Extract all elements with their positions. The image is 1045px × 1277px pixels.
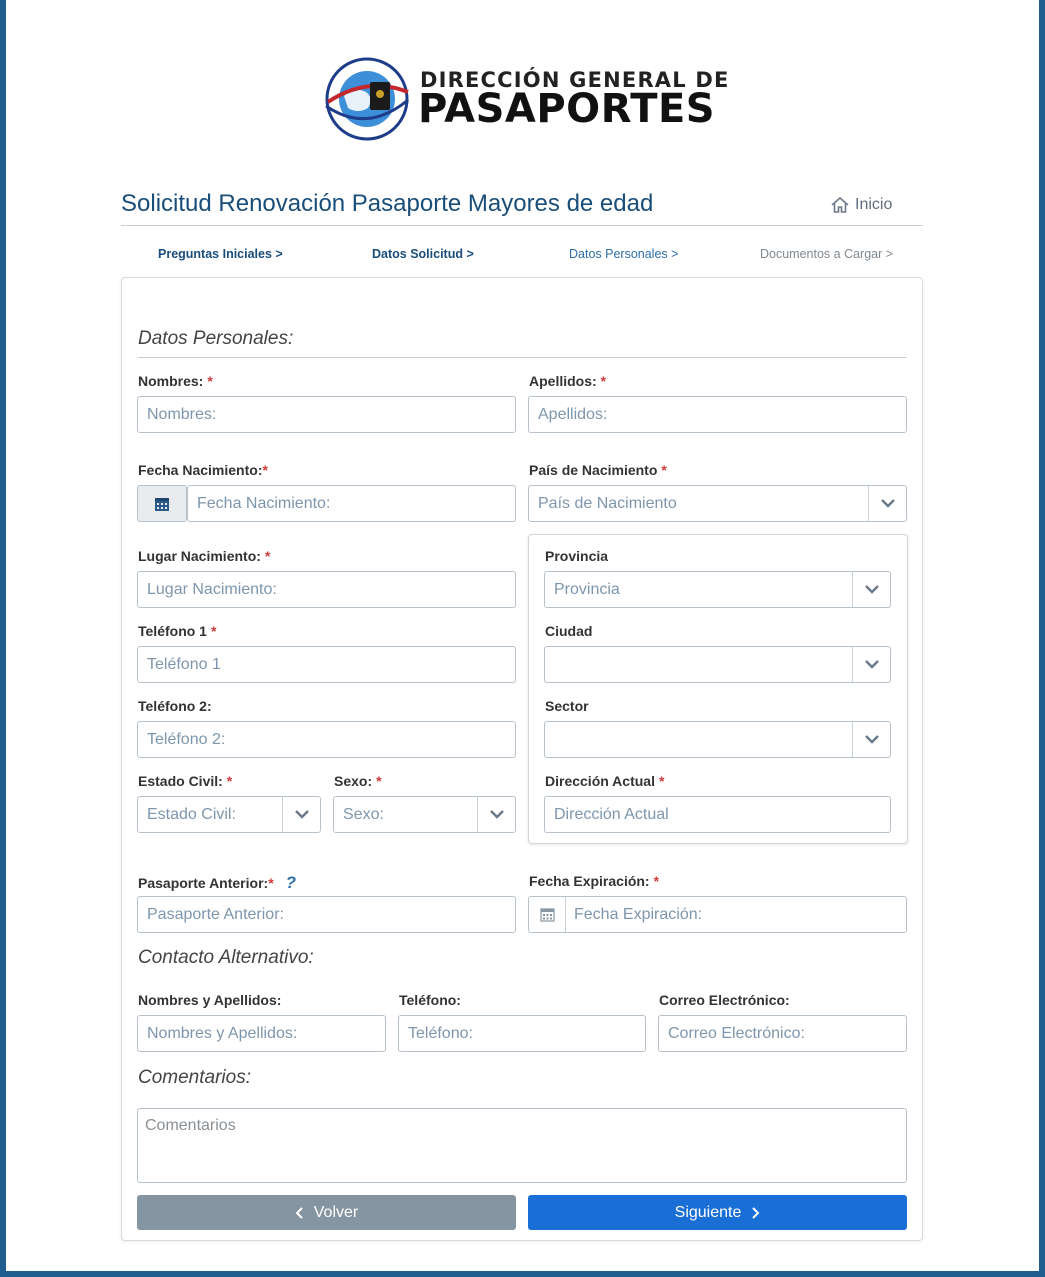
- fecha-expiracion-input[interactable]: Fecha Expiración:: [528, 896, 907, 933]
- chevron-right-icon: [751, 1207, 760, 1219]
- estado-civil-select[interactable]: Estado Civil:: [137, 796, 321, 833]
- sector-select[interactable]: [544, 721, 891, 758]
- header-divider: [121, 225, 923, 226]
- section-divider: [138, 357, 907, 358]
- pasaporte-anterior-input[interactable]: Pasaporte Anterior:: [137, 896, 516, 933]
- label-contacto-nombres: Nombres y Apellidos:: [138, 992, 282, 1008]
- chevron-down-icon: [865, 660, 879, 669]
- section-title-comentarios: Comentarios:: [138, 1067, 251, 1088]
- agency-logo: [324, 54, 734, 144]
- home-link-label: Inicio: [855, 196, 893, 213]
- label-estado-civil: Estado Civil: *: [138, 773, 233, 789]
- chevron-left-icon: [295, 1207, 304, 1219]
- contacto-nombres-input[interactable]: Nombres y Apellidos:: [137, 1015, 386, 1052]
- contacto-telefono-input[interactable]: Teléfono:: [398, 1015, 646, 1052]
- home-icon: [831, 197, 849, 213]
- label-sector: Sector: [545, 698, 589, 714]
- chevron-down-icon: [881, 499, 895, 508]
- label-pais-nacimiento: País de Nacimiento *: [529, 462, 667, 478]
- address-panel: [528, 534, 908, 844]
- label-contacto-correo: Correo Electrónico:: [659, 992, 790, 1008]
- siguiente-button[interactable]: [528, 1195, 907, 1230]
- chevron-down-icon: [490, 810, 504, 819]
- chevron-down-icon: [295, 810, 309, 819]
- label-sexo: Sexo: *: [334, 773, 382, 789]
- direccion-actual-input[interactable]: Dirección Actual: [544, 796, 891, 833]
- step-datos-personales[interactable]: Datos Personales >: [569, 247, 679, 261]
- volver-button-label: Volver: [313, 1203, 359, 1221]
- label-ciudad: Ciudad: [545, 623, 593, 639]
- help-icon[interactable]: ?: [285, 873, 297, 892]
- wizard-steps: [6, 247, 1039, 267]
- provincia-select[interactable]: Provincia: [544, 571, 891, 608]
- label-apellidos: Apellidos: *: [529, 373, 607, 389]
- passport-seal-icon: [324, 56, 410, 142]
- page-title: Solicitud Renovación Pasaporte Mayores de edad: [121, 190, 654, 217]
- label-pasaporte-anterior: Pasaporte Anterior:* ?: [138, 873, 297, 892]
- apellidos-input[interactable]: Apellidos:: [528, 396, 907, 433]
- label-lugar-nacimiento: Lugar Nacimiento: *: [138, 548, 271, 564]
- logo-line-2: PASAPORTES: [418, 86, 716, 132]
- fecha-nacimiento-input[interactable]: Fecha Nacimiento:: [187, 485, 516, 522]
- calendar-button[interactable]: [137, 485, 187, 522]
- step-datos-solicitud[interactable]: Datos Solicitud >: [372, 247, 474, 261]
- section-title-contacto-alternativo: Contacto Alternativo:: [138, 947, 314, 968]
- label-fecha-nacimiento: Fecha Nacimiento:*: [138, 462, 268, 478]
- comentarios-textarea[interactable]: Comentarios: [137, 1108, 907, 1183]
- telefono-2-input[interactable]: Teléfono 2:: [137, 721, 516, 758]
- calendar-icon: [154, 496, 170, 512]
- calendar-icon: [540, 907, 555, 922]
- lugar-nacimiento-input[interactable]: Lugar Nacimiento:: [137, 571, 516, 608]
- label-fecha-expiracion: Fecha Expiración: *: [529, 873, 660, 889]
- home-link[interactable]: [831, 196, 892, 214]
- label-direccion-actual: Dirección Actual *: [545, 773, 665, 789]
- step-documentos-a-cargar[interactable]: Documentos a Cargar >: [760, 247, 894, 261]
- label-provincia: Provincia: [545, 548, 609, 564]
- label-telefono-2: Teléfono 2:: [138, 698, 212, 714]
- siguiente-button-label: Siguiente: [674, 1203, 742, 1221]
- telefono-1-input[interactable]: Teléfono 1: [137, 646, 516, 683]
- chevron-down-icon: [865, 735, 879, 744]
- logo-line-1: DIRECCIÓN GENERAL DE: [420, 68, 730, 92]
- pais-nacimiento-select[interactable]: País de Nacimiento: [528, 485, 907, 522]
- ciudad-select[interactable]: [544, 646, 891, 683]
- nombres-input[interactable]: Nombres:: [137, 396, 516, 433]
- label-telefono-1: Teléfono 1 *: [138, 623, 217, 639]
- label-contacto-telefono: Teléfono:: [399, 992, 461, 1008]
- step-preguntas-iniciales[interactable]: Preguntas Iniciales >: [158, 247, 283, 261]
- volver-button[interactable]: [137, 1195, 516, 1230]
- sexo-select[interactable]: Sexo:: [333, 796, 516, 833]
- label-nombres: Nombres: *: [138, 373, 213, 389]
- chevron-down-icon: [865, 585, 879, 594]
- contacto-correo-input[interactable]: Correo Electrónico:: [658, 1015, 907, 1052]
- page: [6, 0, 1039, 1271]
- form-card: [121, 277, 923, 1241]
- section-title-datos-personales: Datos Personales:: [138, 328, 294, 349]
